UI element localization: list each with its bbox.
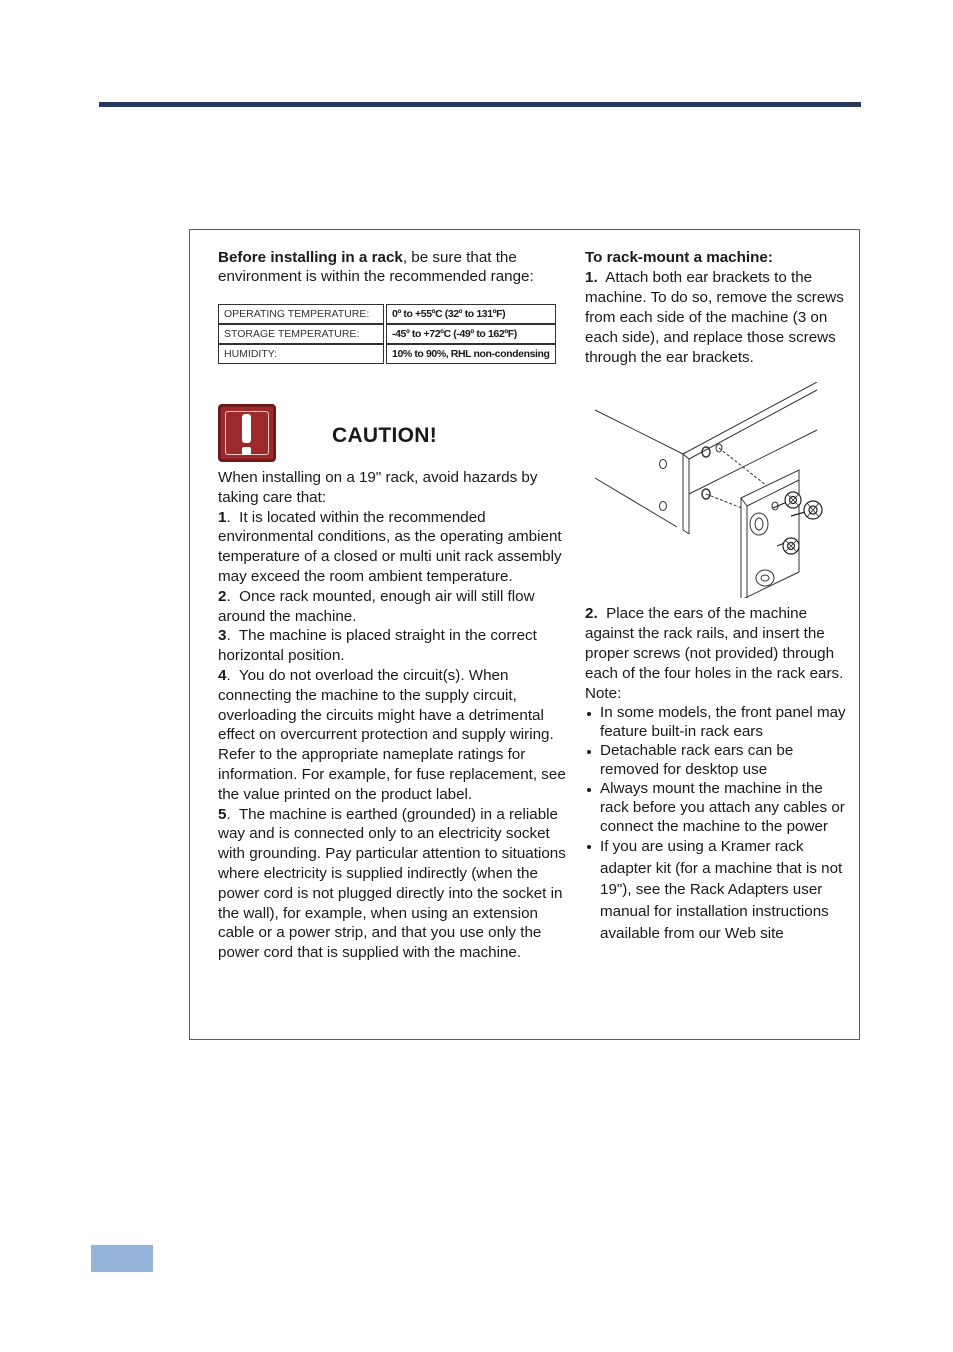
caution-body xyxy=(218,468,570,963)
rack-step-2: 2. Place the ears of the machine against the rack rails, and insert the proper screws (not provided) through each of the four holes in the rack ears. xyxy=(585,605,844,682)
caution-lead: When installing on a 19" rack, avoid hazards by taking care that: xyxy=(218,469,538,506)
right-column xyxy=(585,248,847,945)
caution-item: 3. The machine is placed straight in the correct horizontal position. xyxy=(218,627,537,665)
rack-step-2-block xyxy=(585,604,847,945)
note-list xyxy=(585,703,847,945)
list-item: In some models, the front panel may feature built-in rack ears xyxy=(585,703,847,741)
caution-title: CAUTION! xyxy=(332,424,438,447)
left-column xyxy=(218,248,570,963)
table-row xyxy=(218,304,556,324)
env-label: HUMIDITY: xyxy=(218,344,384,364)
table-row xyxy=(218,344,556,364)
intro-text xyxy=(218,248,570,286)
rack-mount-title: To rack-mount a machine: xyxy=(585,249,773,266)
intro-rest: , be sure that the environment is within the recommended range: xyxy=(218,249,534,285)
environment-table xyxy=(216,304,558,364)
rack-ear-bracket-diagram xyxy=(591,382,835,598)
env-value: 10% to 90%, RHL non-condensing xyxy=(386,344,556,364)
caution-item: 2. Once rack mounted, enough air will still flow around the machine. xyxy=(218,587,535,625)
list-item: If you are using a Kramer rack adapter kit (for a machine that is not 19"), see the Rack Adapters user manual for installation instructions available from our Web site xyxy=(585,836,847,945)
intro-bold: Before installing in a rack xyxy=(218,249,403,266)
top-header-rule xyxy=(99,102,861,107)
list-item: Always mount the machine in the rack before you attach any cables or connect the machine to the power xyxy=(585,779,847,836)
list-item: Detachable rack ears can be removed for desktop use xyxy=(585,741,847,779)
caution-item: 4. You do not overload the circuit(s). When connecting the machine to the supply circuit, overloading the circuits might have a detrimental effect on overcurrent protection and supply wiring. Refer to the appropriate nameplate ratings for information. For example, for fuse replacement, see the value printed on the product label. xyxy=(218,666,566,803)
note-label: Note: xyxy=(585,685,622,702)
page-number-tab xyxy=(91,1245,153,1272)
table-row xyxy=(218,324,556,344)
rack-step-1: 1. Attach both ear brackets to the machine. To do so, remove the screws from each side of the machine (3 on each side), and replace those screws through the ear brackets. xyxy=(585,269,844,366)
caution-item: 5. The machine is earthed (grounded) in a reliable way and is connected only to an electricity socket with grounding. Pay particular attention to situations where electricity is supplied indirectly (when the power cord is not plugged directly into the socket in the wall), for example, when using an extension cable or a power strip, and that you use only the power cord that is supplied with the machine. xyxy=(218,805,566,962)
caution-header xyxy=(218,404,570,468)
env-value: -45º to +72ºC (-49º to 162ºF) xyxy=(386,324,556,344)
env-label: STORAGE TEMPERATURE: xyxy=(218,324,384,344)
exclamation-warning-icon xyxy=(218,404,276,462)
env-value: 0º to +55ºC (32º to 131ºF) xyxy=(386,304,556,324)
caution-item: 1. It is located within the recommended environmental conditions, as the operating ambient temperature of a closed or multi unit rack assembly may exceed the room ambient temperature. xyxy=(218,508,562,585)
env-label: OPERATING TEMPERATURE: xyxy=(218,304,384,324)
rack-installation-panel xyxy=(189,229,860,1040)
